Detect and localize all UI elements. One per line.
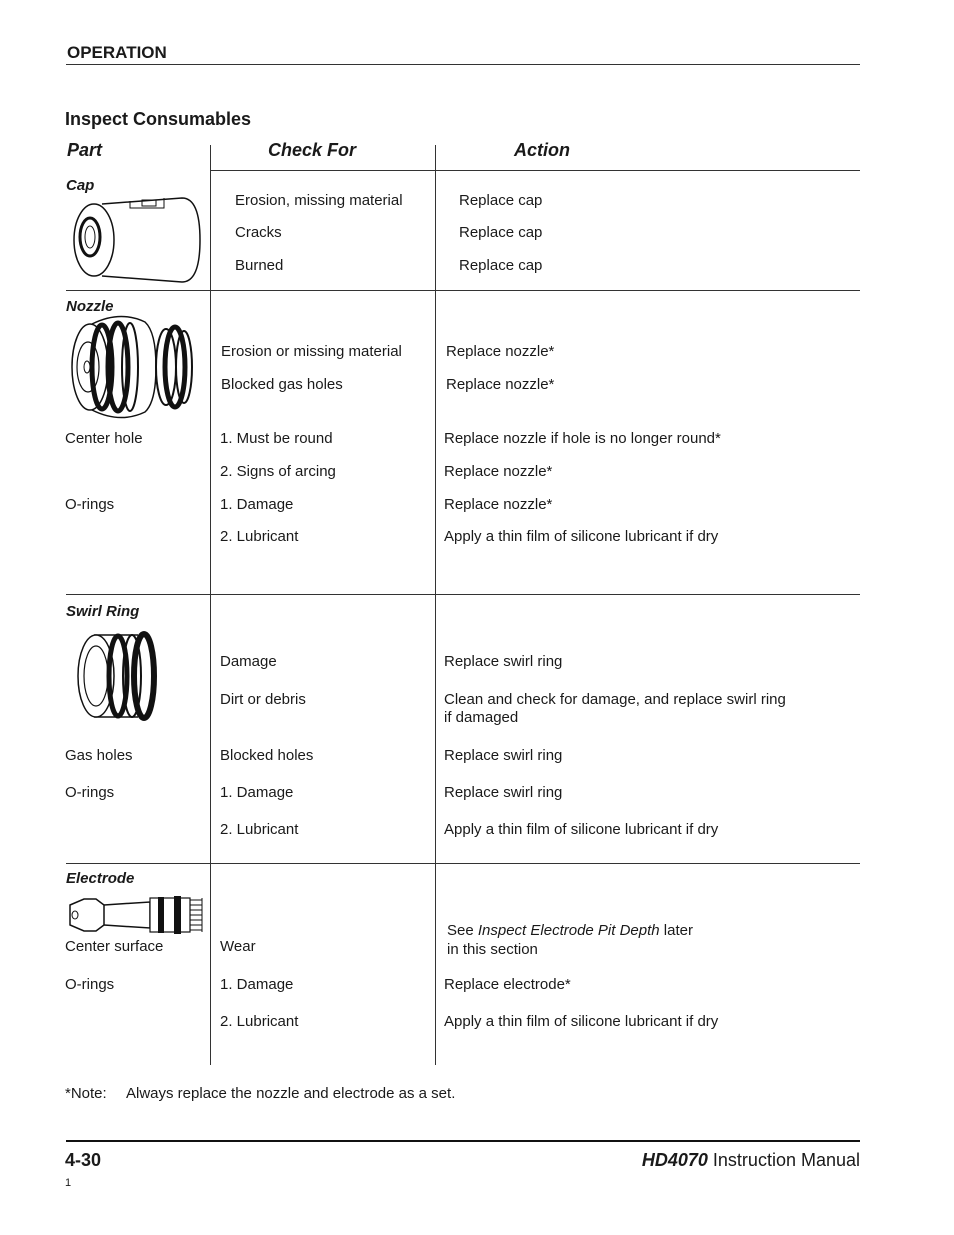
- column-header-check-for: Check For: [268, 140, 357, 160]
- footer-rule: [66, 1140, 860, 1142]
- nozzle-check-4: 2. Signs of arcing: [220, 463, 336, 480]
- swirl-action-1: Replace swirl ring: [444, 653, 563, 670]
- table-rule: [66, 290, 860, 291]
- cap-illustration: [72, 192, 202, 287]
- electrode-part-center-surface: Center surface: [65, 938, 164, 955]
- cap-check-1: Erosion, missing material: [235, 192, 403, 209]
- section-label-swirl-ring: Swirl Ring: [66, 603, 140, 620]
- nozzle-action-4: Replace nozzle*: [444, 463, 553, 480]
- column-divider: [435, 170, 436, 1065]
- revision-number: 1: [65, 1177, 72, 1189]
- nozzle-action-3: Replace nozzle if hole is no longer round*: [444, 430, 721, 447]
- cap-action-2: Replace cap: [459, 224, 543, 241]
- note-label: *Note:: [65, 1085, 107, 1102]
- electrode-action-center: See Inspect Electrode Pit Depth later: [447, 922, 693, 939]
- nozzle-illustration: [70, 312, 195, 422]
- table-rule: [66, 594, 860, 595]
- nozzle-check-1: Erosion or missing material: [221, 343, 402, 360]
- nozzle-action-2: Replace nozzle*: [446, 376, 555, 393]
- swirl-ring-illustration: [76, 632, 166, 720]
- column-header-action: Action: [514, 140, 570, 160]
- electrode-action-center-cont: in this section: [447, 941, 538, 958]
- swirl-action-5: Apply a thin film of silicone lubricant if dry: [444, 821, 719, 838]
- swirl-action-3: Replace swirl ring: [444, 747, 563, 764]
- table-rule: [210, 170, 860, 171]
- swirl-action-4: Replace swirl ring: [444, 784, 563, 801]
- electrode-check-center: Wear: [220, 938, 256, 955]
- nozzle-action-1: Replace nozzle*: [446, 343, 555, 360]
- cap-check-2: Cracks: [235, 224, 282, 241]
- swirl-check-3: Blocked holes: [220, 747, 314, 764]
- nozzle-check-5: 1. Damage: [220, 496, 294, 513]
- cap-check-3: Burned: [235, 257, 284, 274]
- section-label-electrode: Electrode: [66, 870, 135, 887]
- nozzle-part-center-hole: Center hole: [65, 430, 143, 447]
- electrode-check-1: 1. Damage: [220, 976, 294, 993]
- nozzle-check-6: 2. Lubricant: [220, 528, 299, 545]
- column-header-part: Part: [67, 140, 103, 160]
- swirl-check-4: 1. Damage: [220, 784, 294, 801]
- electrode-action-1: Replace electrode*: [444, 976, 571, 993]
- nozzle-action-5: Replace nozzle*: [444, 496, 553, 513]
- cap-action-3: Replace cap: [459, 257, 543, 274]
- electrode-check-2: 2. Lubricant: [220, 1013, 299, 1030]
- nozzle-check-2: Blocked gas holes: [221, 376, 343, 393]
- swirl-action-2: Clean and check for damage, and replace swirl ring: [444, 691, 786, 708]
- swirl-action-2-cont: if damaged: [444, 709, 519, 726]
- swirl-part-gas-holes: Gas holes: [65, 747, 133, 764]
- nozzle-action-6: Apply a thin film of silicone lubricant if dry: [444, 528, 719, 545]
- note-text: Always replace the nozzle and electrode as a set.: [126, 1085, 456, 1102]
- page-title: Inspect Consumables: [65, 109, 252, 129]
- manual-title: HD4070 Instruction Manual: [641, 1150, 860, 1170]
- column-divider: [435, 145, 436, 170]
- swirl-check-5: 2. Lubricant: [220, 821, 299, 838]
- page-number: 4-30: [65, 1150, 102, 1170]
- section-label-cap: Cap: [66, 177, 95, 194]
- swirl-check-2: Dirt or debris: [220, 691, 306, 708]
- section-header: OPERATION: [67, 43, 167, 62]
- electrode-part-o-rings: O-rings: [65, 976, 115, 993]
- swirl-part-o-rings: O-rings: [65, 784, 115, 801]
- swirl-check-1: Damage: [220, 653, 277, 670]
- nozzle-part-o-rings: O-rings: [65, 496, 115, 513]
- electrode-action-2: Apply a thin film of silicone lubricant if dry: [444, 1013, 719, 1030]
- table-rule: [66, 863, 860, 864]
- header-rule: [66, 64, 860, 65]
- nozzle-check-3: 1. Must be round: [220, 430, 333, 447]
- cap-action-1: Replace cap: [459, 192, 543, 209]
- section-label-nozzle: Nozzle: [66, 298, 114, 315]
- column-divider: [210, 145, 211, 170]
- electrode-illustration: [66, 895, 211, 935]
- model-name: HD4070: [641, 1150, 708, 1170]
